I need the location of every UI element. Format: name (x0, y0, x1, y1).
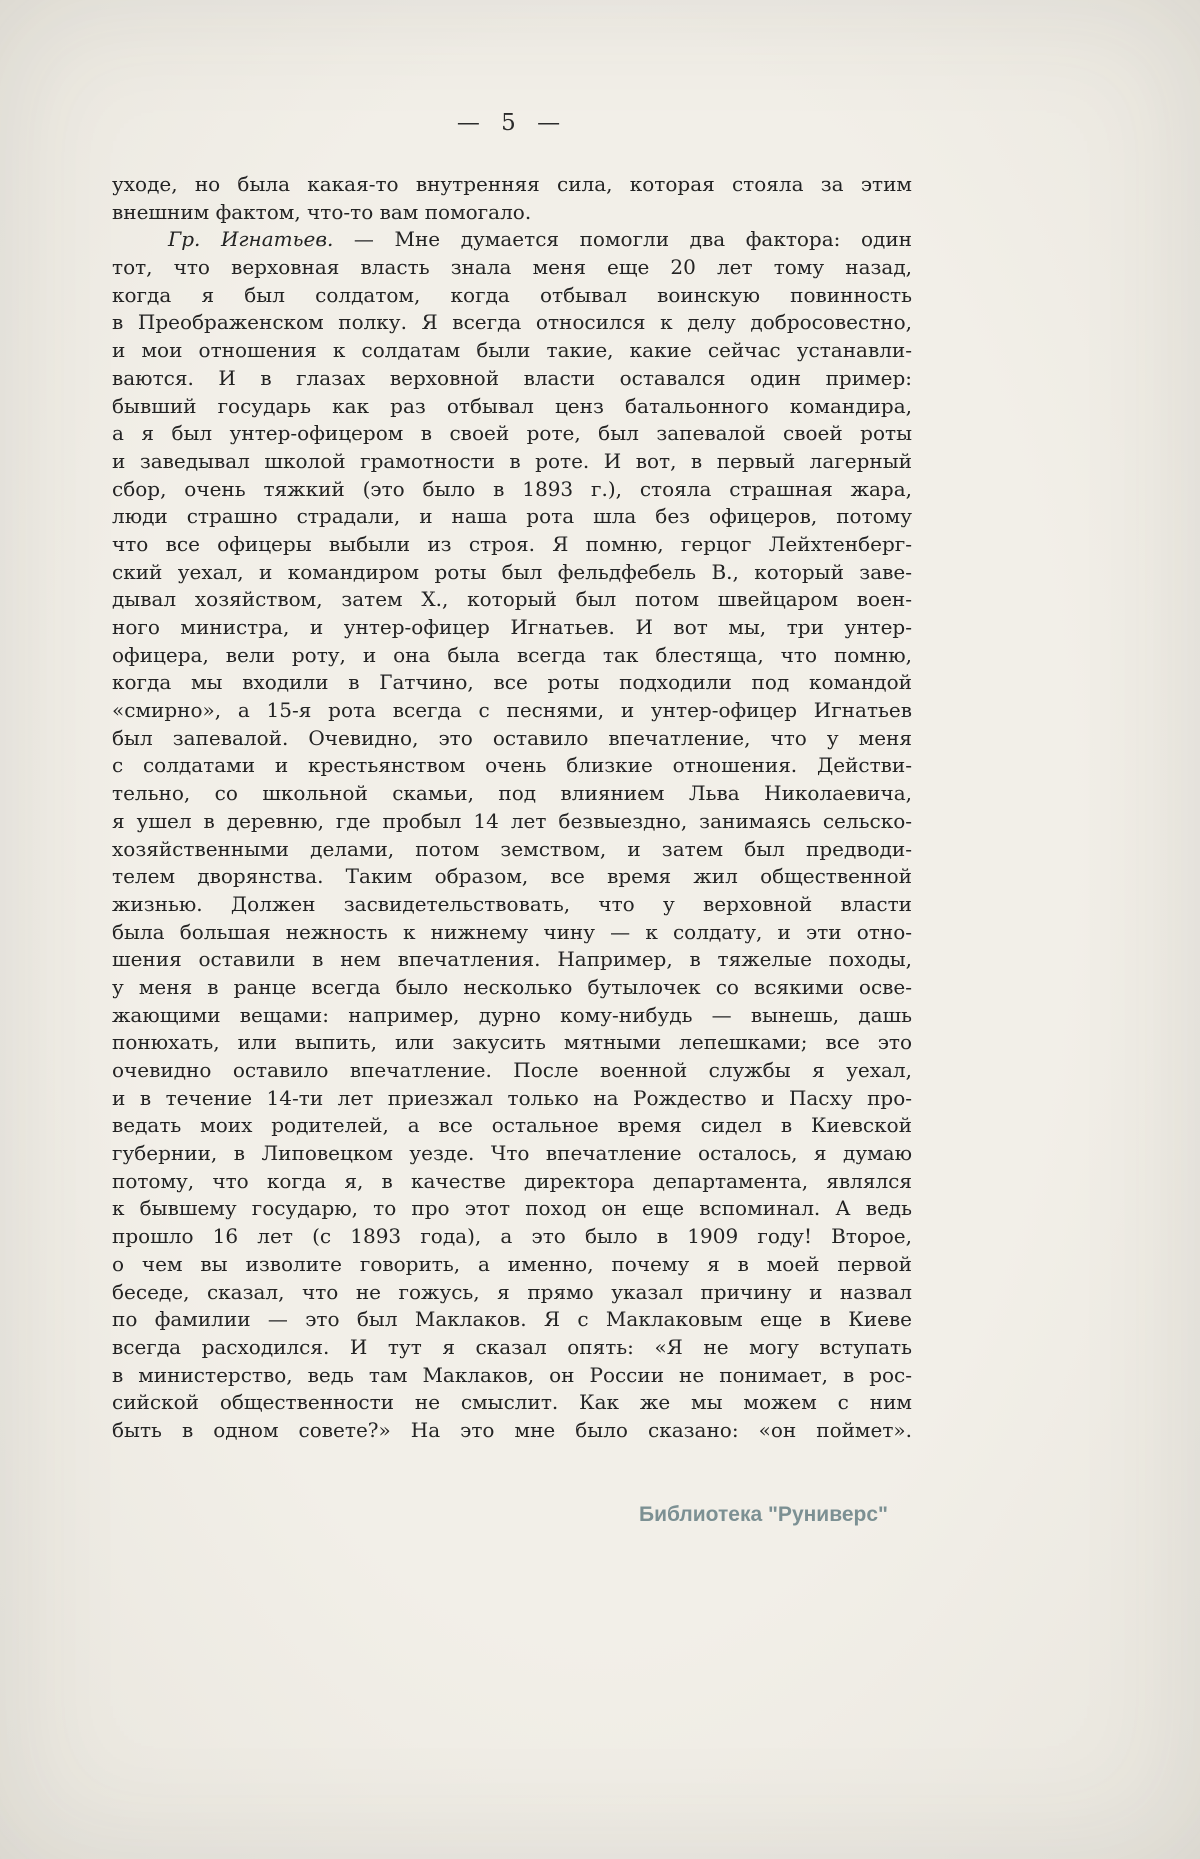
text-line (112, 226, 912, 254)
text-line: что все офицеры выбыли из строя. Я помню, герцог Лейхтенберг- (112, 531, 912, 556)
text-line: ский уехал, и командиром роты был фельдфебель В., который заве- (112, 559, 912, 584)
page-number: — 5 — (456, 110, 568, 136)
text-line: сийской общественности не смыслит. Как же мы можем с ним (112, 1390, 912, 1415)
text-line: сбор, очень тяжкий (это было в 1893 г.), стояла страшная жара, (112, 476, 912, 501)
text-line: внешним фактом, что-то вам помогало. (112, 199, 532, 224)
text-line: у меня в ранце всегда было несколько бутылочек со всякими осве- (112, 974, 912, 999)
text-line: жизнью. Должен засвидетельствовать, что у верховной власти (112, 891, 912, 916)
text-line: и заведывал школой грамотности в роте. И вот, в первый лагерный (112, 448, 912, 473)
text-line: ведать моих родителей, а все остальное время сидел в Киевской (112, 1113, 912, 1138)
text-line: уходе, но была какая-то внутренняя сила, которая стояла за этим (112, 172, 912, 196)
text-line: был запевалой. Очевидно, это оставило впечатление, что у меня (112, 725, 912, 750)
text-line: хозяйственными делами, потом земством, и затем был предводи- (112, 836, 912, 861)
text-line: ваются. И в глазах верховной власти оставался один пример: (112, 365, 912, 390)
text-line: когда мы входили в Гатчино, все роты подходили под командой (112, 670, 912, 695)
text-line: офицера, вели роту, и она была всегда так блестяща, что помню, (112, 642, 912, 667)
text-line: я ушел в деревню, где пробыл 14 лет безвыездно, занимаясь сельско- (112, 808, 912, 833)
text-line: всегда расходился. И тут я сказал опять: «Я не могу вступать (112, 1334, 912, 1359)
text-line: шения оставили в нем впечатления. Например, в тяжелые походы, (112, 947, 912, 972)
text-line: прошло 16 лет (с 1893 года), а это было в 1909 году! Второе, (112, 1224, 912, 1249)
text-line: а я был унтер-офицером в своей роте, был запевалой своей роты (112, 421, 912, 446)
text-line: к бывшему государю, то про этот поход он еще вспоминал. А ведь (112, 1196, 912, 1221)
text-segment: — Мне думается помогли два фактора: один (333, 227, 912, 252)
text-line: тот, что верховная власть знала меня еще 20 лет тому назад, (112, 255, 912, 280)
text-line: очевидно оставило впечатление. После военной службы я уехал, (112, 1058, 912, 1082)
text-line: «смирно», а 15-я рота всегда с песнями, и унтер-офицер Игнатьев (112, 698, 912, 723)
text-line: в Преображенском полку. Я всегда относился к делу добросовестно, (112, 310, 912, 335)
text-line: была большая нежность к нижнему чину — к солдату, и эти отно- (112, 919, 912, 944)
text-line: ного министра, и унтер-офицер Игнатьев. И вот мы, три унтер- (112, 615, 912, 639)
text-line: жающими вещами: например, дурно кому-нибудь — вынешь, дашь (112, 1002, 912, 1027)
text-line: с солдатами и крестьянством очень близкие отношения. Действи- (112, 753, 912, 778)
text-line: телем дворянства. Таким образом, все время жил общественной (112, 864, 912, 889)
body-text (112, 171, 912, 1445)
text-line: когда я был солдатом, когда отбывал воинскую повинность (112, 282, 912, 307)
text-line: дывал хозяйством, затем Х., который был потом швейцаром воен- (112, 587, 912, 612)
text-line: бывший государь как раз отбывал ценз батальонного командира, (112, 393, 912, 418)
text-line: и мои отношения к солдатам были такие, какие сейчас устанавли- (112, 338, 912, 363)
text-line: потому, что когда я, в качестве директора департамента, являлся (112, 1168, 912, 1193)
text-line: понюхать, или выпить, или закусить мятными лепешками; все это (112, 1030, 912, 1055)
speaker-name: Гр. Игнатьев. (168, 227, 334, 252)
text-line: люди страшно страдали, и наша рота шла без офицеров, потому (112, 504, 912, 529)
text-line: тельно, со школьной скамьи, под влиянием Льва Николаевича, (112, 781, 912, 806)
text-line: по фамилии — это был Маклаков. Я с Маклаковым еще в Киеве (112, 1307, 912, 1332)
text-line: о чем вы изволите говорить, а именно, почему я в моей первой (112, 1251, 912, 1276)
text-line: в министерство, ведь там Маклаков, он России не понимает, в рос- (112, 1362, 912, 1387)
text-line: губернии, в Липовецком уезде. Что впечатление осталось, я думаю (112, 1141, 912, 1166)
text-line: и в течение 14-ти лет приезжал только на Рождество и Пасху про- (112, 1085, 912, 1110)
text-line: беседе, сказал, что не гожусь, я прямо указал причину и назвал (112, 1279, 912, 1304)
text-line: быть в одном совете?» На это мне было сказано: «он поймет». (112, 1417, 912, 1442)
library-watermark: Библиотека "Руниверс" (638, 1503, 888, 1526)
